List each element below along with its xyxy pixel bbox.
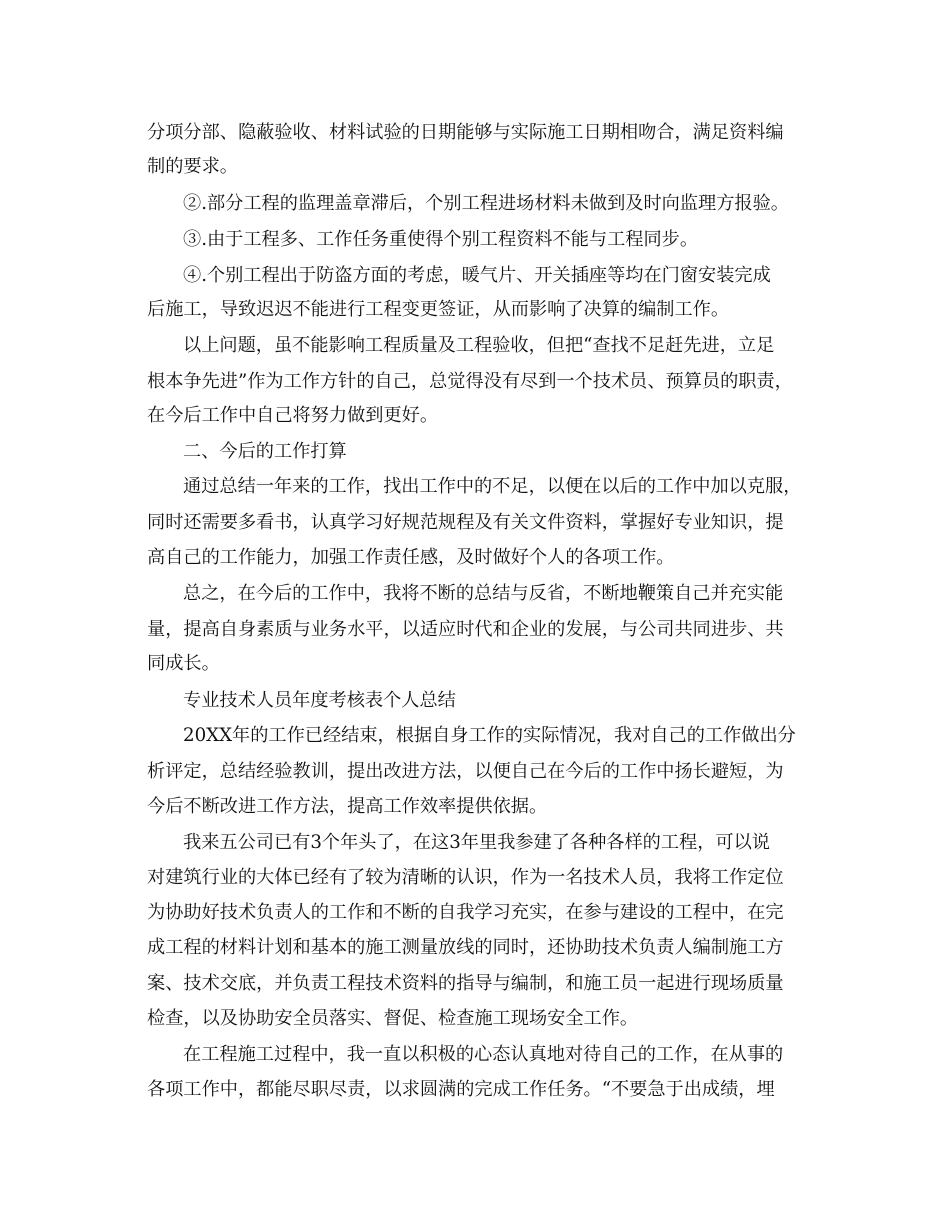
text-line: 对建筑行业的大体已经有了较为清晰的认识，作为一名技术人员，我将工作定位: [147, 867, 784, 888]
text-line: 后施工，导致迟迟不能进行工程变更签证，从而影响了决算的编制工作。: [147, 299, 730, 320]
text-line: ②.部分工程的监理盖章滞后，个别工程进场材料未做到及时向监理方报验。: [183, 193, 789, 214]
text-line: 案、技术交底，并负责工程技术资料的指导与编制，和施工员一起进行现场质量: [147, 973, 784, 994]
text-line: 为协助好技术负责人的工作和不断的自我学习充实，在参与建设的工程中，在完: [147, 902, 784, 923]
text-line: 总之，在今后的工作中，我将不断的总结与反省，不断地鞭策自己并充实能: [183, 583, 784, 604]
document-title: 专业技术人员年度考核表个人总结: [183, 690, 456, 711]
text-line: 各项工作中，都能尽职尽责，以求圆满的完成工作任务。“不要急于出成绩，埋: [147, 1079, 775, 1100]
text-line: ④.个别工程出于防盗方面的考虑，暖气片、开关插座等均在门窗安装完成: [183, 265, 771, 286]
section-heading: 二、今后的工作打算: [183, 441, 347, 462]
text-line: 在今后工作中自己将努力做到更好。: [147, 405, 439, 426]
text-line: 分项分部、隐蔽验收、材料试验的日期能够与实际施工日期相吻合，满足资料编: [147, 122, 784, 143]
text-line: 通过总结一年来的工作，找出工作中的不足，以便在以后的工作中加以克服，: [183, 476, 802, 497]
text-line: 20XX年的工作已经结束，根据自身工作的实际情况，我对自己的工作做出分: [183, 725, 796, 746]
text-line: 成工程的材料计划和基本的施工测量放线的同时，还协助技术负责人编制施工方: [147, 937, 784, 958]
text-line: 在工程施工过程中，我一直以积极的心态认真地对待自己的工作，在从事的: [183, 1044, 784, 1065]
text-line: 今后不断改进工作方法，提高工作效率提供依据。: [147, 796, 548, 817]
text-line: 检查，以及协助安全员落实、督促、检查施工现场安全工作。: [147, 1008, 639, 1029]
text-line: 量，提高自身素质与业务水平，以适应时代和企业的发展，与公司共同进步、共: [147, 619, 784, 640]
text-line: 同成长。: [147, 653, 220, 674]
text-line: 制的要求。: [147, 156, 238, 177]
text-line: 根本争先进”作为工作方针的自己，总觉得没有尽到一个技术员、预算员的职责，: [147, 371, 793, 392]
text-line: 我来五公司已有3个年头了，在这3年里我参建了各种各样的工程，可以说: [183, 832, 770, 853]
text-line: 析评定，总结经验教训，提出改进方法，以便自己在今后的工作中扬长避短，为: [147, 761, 784, 782]
text-line: 同时还需要多看书，认真学习好规范规程及有关文件资料，掌握好专业知识，提: [147, 512, 784, 533]
text-line: 以上问题，虽不能影响工程质量及工程验收，但把“查找不足赶先进，立足: [183, 335, 775, 356]
text-line: ③.由于工程多、工作任务重使得个别工程资料不能与工程同步。: [183, 229, 699, 250]
text-line: 高自己的工作能力，加强工作责任感，及时做好个人的各项工作。: [147, 547, 675, 568]
